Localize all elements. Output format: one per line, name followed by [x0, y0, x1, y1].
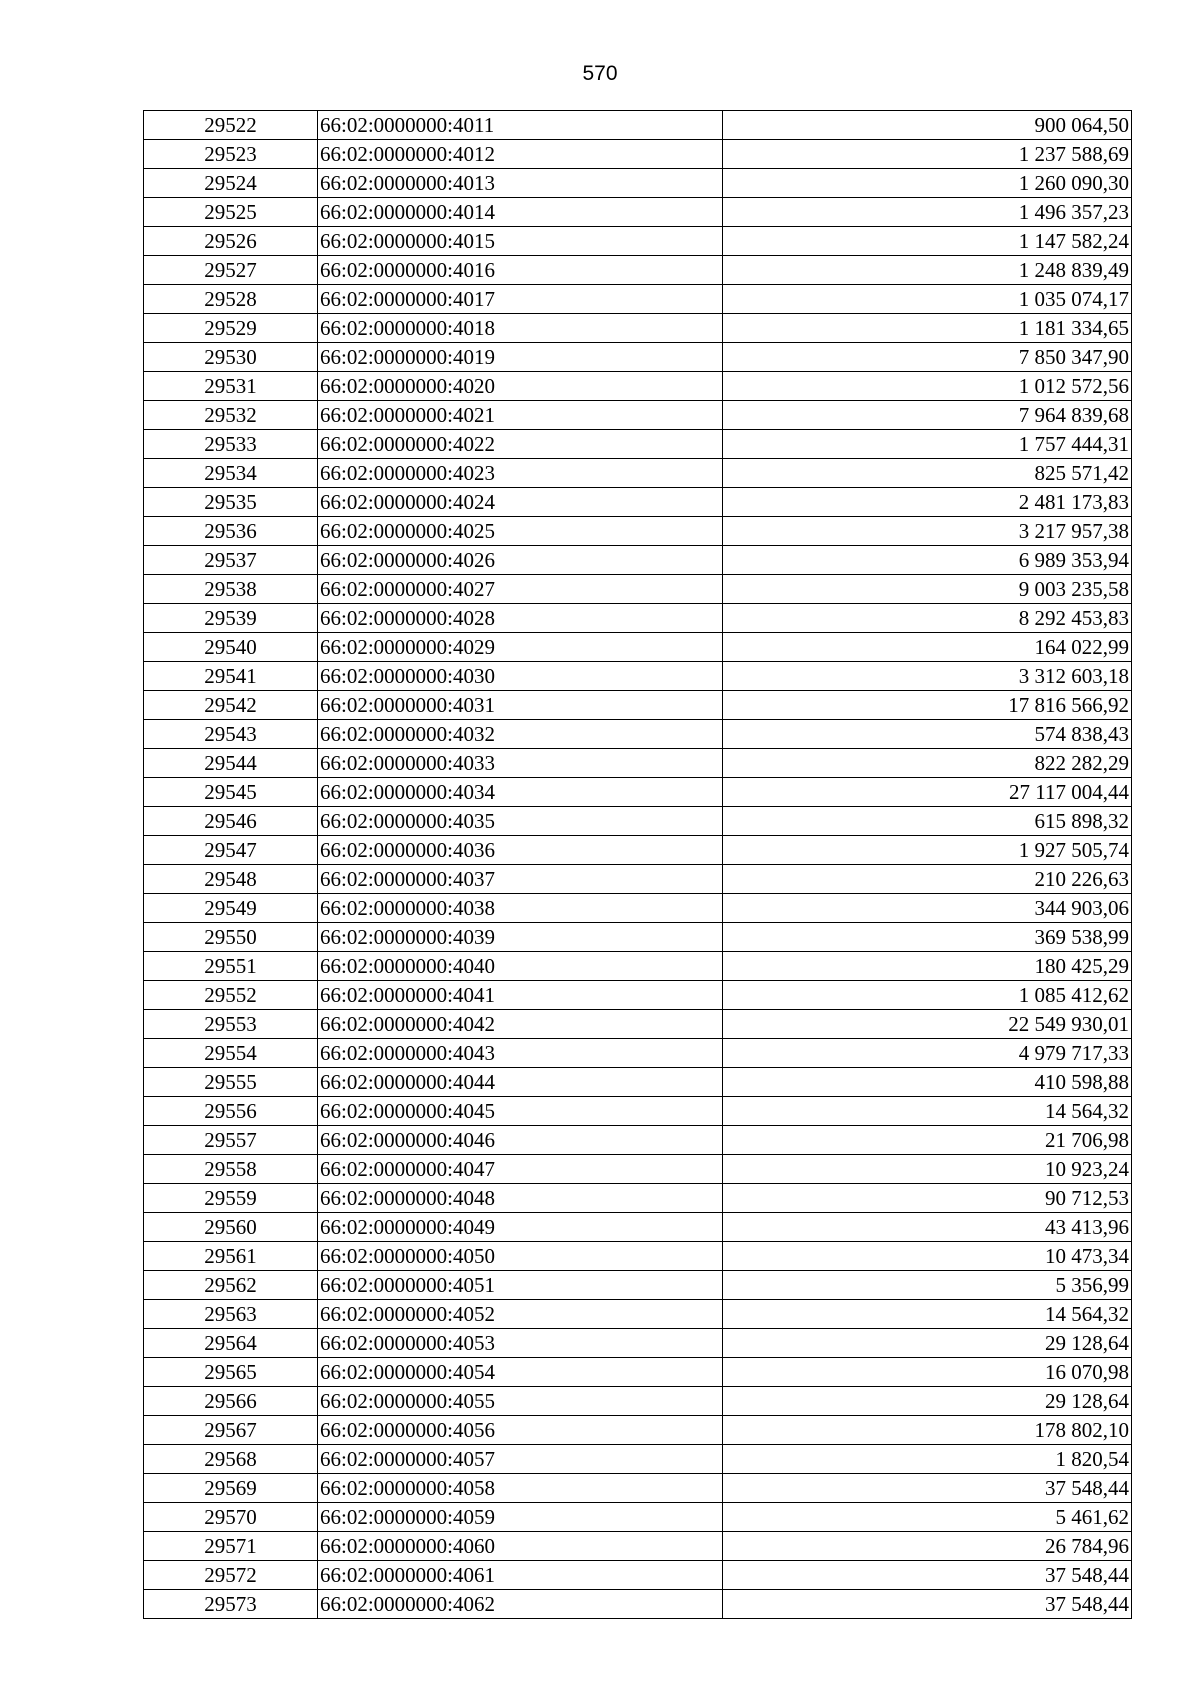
row-number-cell: 29557: [144, 1126, 318, 1155]
cadastral-value-cell: 14 564,32: [723, 1300, 1132, 1329]
cadastral-number-cell: 66:02:0000000:4028: [318, 604, 723, 633]
row-number-cell: 29553: [144, 1010, 318, 1039]
cadastral-value-cell: 574 838,43: [723, 720, 1132, 749]
cadastral-value-cell: 825 571,42: [723, 459, 1132, 488]
row-number-cell: 29546: [144, 807, 318, 836]
cadastral-number-cell: 66:02:0000000:4027: [318, 575, 723, 604]
cadastral-number-cell: 66:02:0000000:4056: [318, 1416, 723, 1445]
table-row: [144, 169, 1132, 198]
table-row: [144, 1184, 1132, 1213]
cadastral-number-cell: 66:02:0000000:4052: [318, 1300, 723, 1329]
table-body: [144, 111, 1132, 1619]
row-number-cell: 29544: [144, 749, 318, 778]
row-number-cell: 29547: [144, 836, 318, 865]
row-number-cell: 29522: [144, 111, 318, 140]
row-number-cell: 29549: [144, 894, 318, 923]
cadastral-value-cell: 1 260 090,30: [723, 169, 1132, 198]
row-number-cell: 29573: [144, 1590, 318, 1619]
table-row: [144, 604, 1132, 633]
cadastral-value-cell: 10 923,24: [723, 1155, 1132, 1184]
cadastral-value-cell: 1 496 357,23: [723, 198, 1132, 227]
cadastral-number-cell: 66:02:0000000:4055: [318, 1387, 723, 1416]
cadastral-number-cell: 66:02:0000000:4038: [318, 894, 723, 923]
table-row: [144, 1039, 1132, 1068]
cadastral-value-cell: 822 282,29: [723, 749, 1132, 778]
table-row: [144, 343, 1132, 372]
row-number-cell: 29564: [144, 1329, 318, 1358]
table-row: [144, 1155, 1132, 1184]
cadastral-number-cell: 66:02:0000000:4030: [318, 662, 723, 691]
row-number-cell: 29535: [144, 488, 318, 517]
cadastral-value-cell: 1 757 444,31: [723, 430, 1132, 459]
cadastral-number-cell: 66:02:0000000:4012: [318, 140, 723, 169]
cadastral-value-cell: 3 217 957,38: [723, 517, 1132, 546]
table-row: [144, 111, 1132, 140]
cadastral-value-cell: 1 012 572,56: [723, 372, 1132, 401]
cadastral-number-cell: 66:02:0000000:4015: [318, 227, 723, 256]
cadastral-number-cell: 66:02:0000000:4039: [318, 923, 723, 952]
table-row: [144, 430, 1132, 459]
table-row: [144, 1242, 1132, 1271]
cadastral-number-cell: 66:02:0000000:4041: [318, 981, 723, 1010]
cadastral-number-cell: 66:02:0000000:4054: [318, 1358, 723, 1387]
table-row: [144, 227, 1132, 256]
cadastral-value-cell: 178 802,10: [723, 1416, 1132, 1445]
table-row: [144, 691, 1132, 720]
table-row: [144, 459, 1132, 488]
cadastral-value-cell: 369 538,99: [723, 923, 1132, 952]
table-row: [144, 140, 1132, 169]
cadastral-value-cell: 37 548,44: [723, 1561, 1132, 1590]
table-row: [144, 807, 1132, 836]
cadastral-value-cell: 1 085 412,62: [723, 981, 1132, 1010]
cadastral-value-cell: 16 070,98: [723, 1358, 1132, 1387]
cadastral-number-cell: 66:02:0000000:4021: [318, 401, 723, 430]
cadastral-number-cell: 66:02:0000000:4037: [318, 865, 723, 894]
row-number-cell: 29523: [144, 140, 318, 169]
row-number-cell: 29562: [144, 1271, 318, 1300]
cadastral-value-cell: 6 989 353,94: [723, 546, 1132, 575]
table-row: [144, 778, 1132, 807]
cadastral-number-cell: 66:02:0000000:4060: [318, 1532, 723, 1561]
row-number-cell: 29556: [144, 1097, 318, 1126]
cadastral-number-cell: 66:02:0000000:4044: [318, 1068, 723, 1097]
table-row: [144, 1300, 1132, 1329]
cadastral-number-cell: 66:02:0000000:4019: [318, 343, 723, 372]
row-number-cell: 29552: [144, 981, 318, 1010]
table-row: [144, 372, 1132, 401]
cadastral-value-cell: 10 473,34: [723, 1242, 1132, 1271]
cadastral-number-cell: 66:02:0000000:4016: [318, 256, 723, 285]
cadastral-value-cell: 1 035 074,17: [723, 285, 1132, 314]
cadastral-value-cell: 43 413,96: [723, 1213, 1132, 1242]
row-number-cell: 29548: [144, 865, 318, 894]
cadastral-number-cell: 66:02:0000000:4024: [318, 488, 723, 517]
row-number-cell: 29542: [144, 691, 318, 720]
cadastral-value-cell: 17 816 566,92: [723, 691, 1132, 720]
table-row: [144, 1068, 1132, 1097]
row-number-cell: 29541: [144, 662, 318, 691]
cadastral-value-cell: 5 356,99: [723, 1271, 1132, 1300]
cadastral-number-cell: 66:02:0000000:4033: [318, 749, 723, 778]
table-row: [144, 865, 1132, 894]
cadastral-number-cell: 66:02:0000000:4017: [318, 285, 723, 314]
row-number-cell: 29531: [144, 372, 318, 401]
cadastral-value-cell: 1 927 505,74: [723, 836, 1132, 865]
row-number-cell: 29558: [144, 1155, 318, 1184]
cadastral-value-cell: 615 898,32: [723, 807, 1132, 836]
row-number-cell: 29566: [144, 1387, 318, 1416]
row-number-cell: 29570: [144, 1503, 318, 1532]
cadastral-number-cell: 66:02:0000000:4043: [318, 1039, 723, 1068]
row-number-cell: 29534: [144, 459, 318, 488]
cadastral-value-cell: 164 022,99: [723, 633, 1132, 662]
table-row: [144, 1271, 1132, 1300]
table-row: [144, 575, 1132, 604]
cadastral-number-cell: 66:02:0000000:4062: [318, 1590, 723, 1619]
cadastral-value-cell: 5 461,62: [723, 1503, 1132, 1532]
cadastral-number-cell: 66:02:0000000:4011: [318, 111, 723, 140]
table-row: [144, 981, 1132, 1010]
cadastral-number-cell: 66:02:0000000:4040: [318, 952, 723, 981]
cadastral-number-cell: 66:02:0000000:4049: [318, 1213, 723, 1242]
table-row: [144, 1590, 1132, 1619]
row-number-cell: 29559: [144, 1184, 318, 1213]
cadastral-value-cell: 410 598,88: [723, 1068, 1132, 1097]
table-row: [144, 1532, 1132, 1561]
cadastral-number-cell: 66:02:0000000:4013: [318, 169, 723, 198]
row-number-cell: 29571: [144, 1532, 318, 1561]
cadastral-number-cell: 66:02:0000000:4035: [318, 807, 723, 836]
cadastral-value-cell: 26 784,96: [723, 1532, 1132, 1561]
row-number-cell: 29567: [144, 1416, 318, 1445]
cadastral-value-table: [143, 110, 1132, 1619]
table-row: [144, 923, 1132, 952]
row-number-cell: 29536: [144, 517, 318, 546]
row-number-cell: 29533: [144, 430, 318, 459]
table-row: [144, 633, 1132, 662]
table-row: [144, 1010, 1132, 1039]
cadastral-number-cell: 66:02:0000000:4014: [318, 198, 723, 227]
cadastral-number-cell: 66:02:0000000:4032: [318, 720, 723, 749]
cadastral-value-cell: 29 128,64: [723, 1329, 1132, 1358]
cadastral-value-cell: 21 706,98: [723, 1126, 1132, 1155]
cadastral-value-cell: 900 064,50: [723, 111, 1132, 140]
cadastral-number-cell: 66:02:0000000:4048: [318, 1184, 723, 1213]
row-number-cell: 29550: [144, 923, 318, 952]
row-number-cell: 29545: [144, 778, 318, 807]
cadastral-number-cell: 66:02:0000000:4042: [318, 1010, 723, 1039]
table-row: [144, 1416, 1132, 1445]
table-row: [144, 1474, 1132, 1503]
cadastral-value-cell: 14 564,32: [723, 1097, 1132, 1126]
row-number-cell: 29526: [144, 227, 318, 256]
cadastral-number-cell: 66:02:0000000:4020: [318, 372, 723, 401]
cadastral-number-cell: 66:02:0000000:4023: [318, 459, 723, 488]
cadastral-value-cell: 29 128,64: [723, 1387, 1132, 1416]
table-row: [144, 546, 1132, 575]
row-number-cell: 29572: [144, 1561, 318, 1590]
cadastral-number-cell: 66:02:0000000:4031: [318, 691, 723, 720]
row-number-cell: 29539: [144, 604, 318, 633]
cadastral-number-cell: 66:02:0000000:4050: [318, 1242, 723, 1271]
cadastral-value-cell: 9 003 235,58: [723, 575, 1132, 604]
row-number-cell: 29530: [144, 343, 318, 372]
cadastral-value-cell: 37 548,44: [723, 1474, 1132, 1503]
row-number-cell: 29560: [144, 1213, 318, 1242]
table-row: [144, 1126, 1132, 1155]
table-row: [144, 836, 1132, 865]
table-row: [144, 1503, 1132, 1532]
table-row: [144, 1358, 1132, 1387]
page-number: 570: [582, 62, 618, 85]
cadastral-number-cell: 66:02:0000000:4046: [318, 1126, 723, 1155]
table-row: [144, 256, 1132, 285]
table-row: [144, 1329, 1132, 1358]
row-number-cell: 29538: [144, 575, 318, 604]
table-row: [144, 198, 1132, 227]
cadastral-number-cell: 66:02:0000000:4051: [318, 1271, 723, 1300]
cadastral-number-cell: 66:02:0000000:4022: [318, 430, 723, 459]
table-row: [144, 662, 1132, 691]
row-number-cell: 29554: [144, 1039, 318, 1068]
cadastral-number-cell: 66:02:0000000:4047: [318, 1155, 723, 1184]
row-number-cell: 29532: [144, 401, 318, 430]
table-row: [144, 1097, 1132, 1126]
cadastral-number-cell: 66:02:0000000:4029: [318, 633, 723, 662]
row-number-cell: 29563: [144, 1300, 318, 1329]
table-row: [144, 1445, 1132, 1474]
row-number-cell: 29568: [144, 1445, 318, 1474]
cadastral-value-cell: 1 181 334,65: [723, 314, 1132, 343]
cadastral-number-cell: 66:02:0000000:4036: [318, 836, 723, 865]
cadastral-number-cell: 66:02:0000000:4057: [318, 1445, 723, 1474]
cadastral-number-cell: 66:02:0000000:4061: [318, 1561, 723, 1590]
row-number-cell: 29537: [144, 546, 318, 575]
table-row: [144, 720, 1132, 749]
table-row: [144, 1561, 1132, 1590]
cadastral-value-cell: 4 979 717,33: [723, 1039, 1132, 1068]
row-number-cell: 29529: [144, 314, 318, 343]
cadastral-value-cell: 344 903,06: [723, 894, 1132, 923]
table-row: [144, 749, 1132, 778]
cadastral-value-cell: 7 964 839,68: [723, 401, 1132, 430]
cadastral-number-cell: 66:02:0000000:4025: [318, 517, 723, 546]
cadastral-value-cell: 7 850 347,90: [723, 343, 1132, 372]
row-number-cell: 29528: [144, 285, 318, 314]
table-row: [144, 401, 1132, 430]
cadastral-number-cell: 66:02:0000000:4058: [318, 1474, 723, 1503]
row-number-cell: 29565: [144, 1358, 318, 1387]
cadastral-value-cell: 27 117 004,44: [723, 778, 1132, 807]
cadastral-number-cell: 66:02:0000000:4026: [318, 546, 723, 575]
row-number-cell: 29540: [144, 633, 318, 662]
cadastral-number-cell: 66:02:0000000:4059: [318, 1503, 723, 1532]
cadastral-value-cell: 8 292 453,83: [723, 604, 1132, 633]
cadastral-value-cell: 1 820,54: [723, 1445, 1132, 1474]
table-row: [144, 488, 1132, 517]
table-row: [144, 894, 1132, 923]
cadastral-value-cell: 1 248 839,49: [723, 256, 1132, 285]
cadastral-number-cell: 66:02:0000000:4034: [318, 778, 723, 807]
table-row: [144, 285, 1132, 314]
cadastral-value-cell: 210 226,63: [723, 865, 1132, 894]
cadastral-value-cell: 22 549 930,01: [723, 1010, 1132, 1039]
table-row: [144, 517, 1132, 546]
row-number-cell: 29555: [144, 1068, 318, 1097]
table-row: [144, 952, 1132, 981]
cadastral-value-cell: 90 712,53: [723, 1184, 1132, 1213]
table-row: [144, 1387, 1132, 1416]
row-number-cell: 29543: [144, 720, 318, 749]
row-number-cell: 29551: [144, 952, 318, 981]
cadastral-number-cell: 66:02:0000000:4018: [318, 314, 723, 343]
row-number-cell: 29569: [144, 1474, 318, 1503]
cadastral-number-cell: 66:02:0000000:4053: [318, 1329, 723, 1358]
table-row: [144, 314, 1132, 343]
table-row: [144, 1213, 1132, 1242]
cadastral-value-cell: 3 312 603,18: [723, 662, 1132, 691]
row-number-cell: 29527: [144, 256, 318, 285]
row-number-cell: 29524: [144, 169, 318, 198]
cadastral-number-cell: 66:02:0000000:4045: [318, 1097, 723, 1126]
row-number-cell: 29525: [144, 198, 318, 227]
cadastral-value-cell: 2 481 173,83: [723, 488, 1132, 517]
cadastral-value-cell: 1 147 582,24: [723, 227, 1132, 256]
cadastral-value-cell: 1 237 588,69: [723, 140, 1132, 169]
row-number-cell: 29561: [144, 1242, 318, 1271]
cadastral-value-cell: 37 548,44: [723, 1590, 1132, 1619]
cadastral-value-cell: 180 425,29: [723, 952, 1132, 981]
